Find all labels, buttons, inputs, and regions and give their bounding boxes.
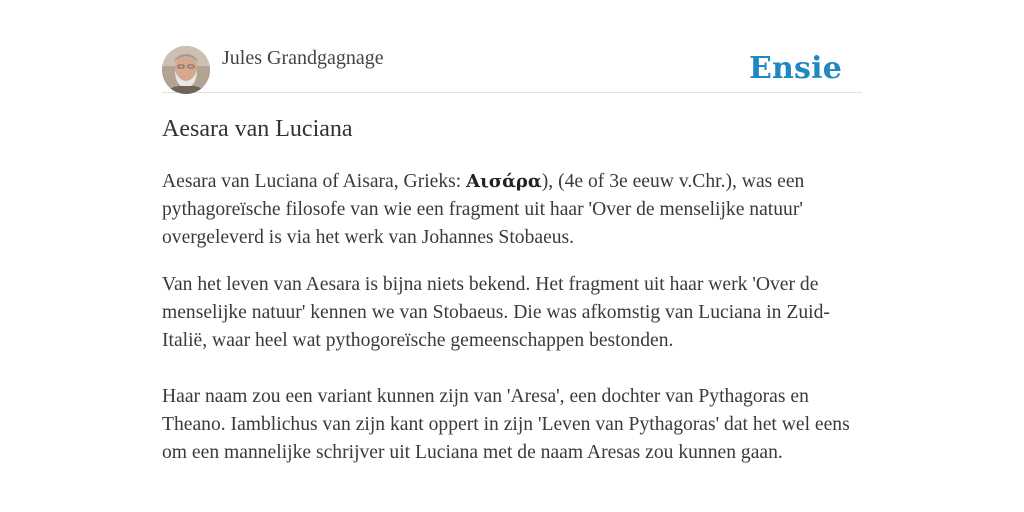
intro-text-after: ), (4e of 3e eeuw v.Chr.), was een pythagoreïsche filosofe van wie een fragment uit haar 'Over de menselijke natuur' overgeleverd is via het werk van Johannes Stobaeus. xyxy=(162,171,805,248)
paragraph-intro xyxy=(162,168,862,252)
article-title: Aesara van Luciana xyxy=(162,116,353,142)
author-name[interactable]: Jules Grandgagnage xyxy=(222,47,384,69)
paragraph-life: Van het leven van Aesara is bijna niets bekend. Het fragment uit haar werk 'Over de menselijke natuur' kennen we van Stobaeus. Die was afkomstig van Luciana in Zuid-Italië, waar heel wat pythogoreïsche gemeenschappen bestonden. xyxy=(162,274,830,351)
greek-name: Αισάρα xyxy=(466,171,542,192)
article-body xyxy=(162,168,862,467)
author-avatar[interactable] xyxy=(162,46,210,94)
header xyxy=(162,46,862,93)
paragraph-name: Haar naam zou een variant kunnen zijn van 'Aresa', een dochter van Pythagoras en Theano. Iamblichus van zijn kant oppert in zijn 'Leven van Pythagoras' dat het wel eens om een mannelijke schrijver uit Luciana met de naam Aresas zou kunnen gaan. xyxy=(162,386,850,463)
brand-logo[interactable]: Ensie xyxy=(748,51,842,86)
intro-text-before: Aesara van Luciana of Aisara, Grieks: xyxy=(162,171,467,192)
